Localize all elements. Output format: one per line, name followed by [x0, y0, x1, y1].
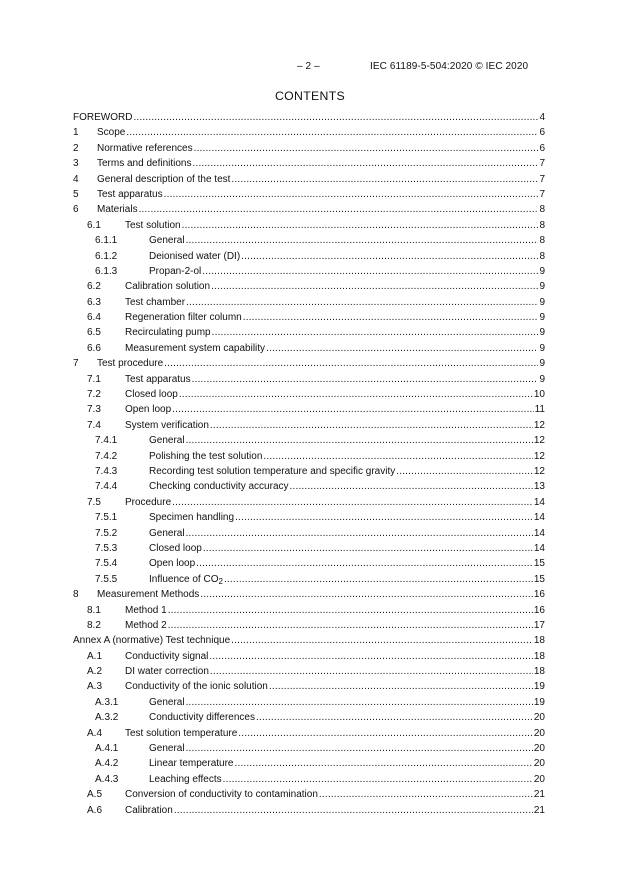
toc-entry-number: 6.3 — [87, 296, 101, 308]
toc-entry-number: 7.5.4 — [95, 558, 118, 570]
toc-entry[interactable] — [73, 466, 545, 481]
toc-entry-title: System verification — [125, 419, 209, 431]
toc-entry[interactable] — [73, 620, 545, 635]
toc-entry-number: 6.1.3 — [95, 265, 118, 277]
toc-entry-page: 13 — [533, 481, 545, 493]
toc-entry-number: A.6 — [87, 804, 103, 816]
toc-entry-page: 20 — [533, 712, 545, 724]
toc-entry[interactable] — [73, 389, 545, 404]
toc-entry-title: Influence of $CO_2$ — [149, 573, 223, 586]
toc-leader-dots — [290, 481, 533, 492]
toc-entry[interactable] — [73, 558, 545, 573]
toc-entry-number: A.1 — [87, 650, 103, 662]
toc-leader-dots — [224, 574, 533, 585]
table-of-contents — [73, 112, 545, 820]
toc-entry-page: 18 — [533, 666, 545, 678]
toc-entry-title: Recording test solution temperature and specific gravity — [149, 465, 396, 477]
toc-leader-dots — [179, 389, 533, 400]
toc-leader-dots — [174, 805, 533, 816]
toc-entry-page: 7 — [539, 173, 545, 185]
toc-entry-page: 8 — [539, 250, 545, 262]
toc-entry-page: 14 — [533, 542, 545, 554]
toc-entry-number: 7.5.2 — [95, 527, 118, 539]
toc-entry-page: 6 — [539, 142, 545, 154]
toc-entry-title: Regeneration filter column — [125, 312, 242, 324]
toc-entry-subscript: 2 — [218, 576, 223, 586]
toc-entry-number: A.3 — [87, 681, 103, 693]
toc-entry-number: 7.4.1 — [95, 435, 118, 447]
toc-entry-title: Materials — [97, 204, 138, 216]
toc-leader-dots — [269, 681, 533, 692]
toc-entry-title: Recirculating pump — [125, 327, 211, 339]
toc-entry-title: Propan-2-ol — [149, 265, 202, 277]
toc-entry[interactable] — [73, 251, 545, 266]
toc-entry[interactable] — [73, 728, 545, 743]
toc-entry-number: 8.2 — [87, 619, 101, 631]
toc-entry[interactable] — [73, 543, 545, 558]
toc-leader-dots — [231, 635, 533, 646]
toc-entry-title: Terms and definitions — [97, 158, 192, 170]
toc-entry-number: 1 — [73, 127, 79, 139]
toc-entry[interactable] — [73, 743, 545, 758]
toc-entry-title: Conductivity differences — [149, 712, 255, 724]
toc-leader-dots — [210, 666, 533, 677]
toc-entry[interactable] — [73, 805, 545, 820]
toc-entry[interactable] — [73, 158, 545, 173]
toc-entry-page: 21 — [533, 789, 545, 801]
toc-entry-page: 9 — [539, 342, 545, 354]
toc-entry-number: 7 — [73, 358, 79, 370]
toc-entry-page: 16 — [533, 604, 545, 616]
toc-entry[interactable] — [73, 266, 545, 281]
toc-leader-dots — [210, 420, 533, 431]
toc-entry-title: General — [149, 235, 185, 247]
toc-leader-dots — [202, 266, 538, 277]
toc-entry-title: Open loop — [149, 558, 196, 570]
toc-leader-dots — [172, 404, 533, 415]
toc-entry-page: 19 — [533, 696, 545, 708]
toc-entry-number: 7.4 — [87, 419, 101, 431]
toc-entry[interactable] — [73, 651, 545, 666]
toc-entry-page: 15 — [533, 573, 545, 585]
toc-entry-number: 7.5 — [87, 496, 101, 508]
toc-entry[interactable] — [73, 281, 545, 296]
toc-leader-dots — [186, 697, 533, 708]
toc-entry-page: 12 — [533, 435, 545, 447]
toc-entry-title: Annex A (normative) Test technique — [73, 635, 231, 647]
toc-entry[interactable] — [73, 174, 545, 189]
toc-entry-number: 7.4.3 — [95, 465, 118, 477]
toc-entry[interactable] — [73, 589, 545, 604]
toc-entry-number: 7.5.1 — [95, 512, 118, 524]
toc-entry[interactable] — [73, 758, 545, 773]
toc-entry-number: A.3.1 — [95, 696, 119, 708]
toc-leader-dots — [203, 543, 533, 554]
toc-entry-number: 8 — [73, 589, 79, 601]
toc-entry[interactable] — [73, 574, 545, 589]
toc-entry-number: A.4.2 — [95, 758, 119, 770]
toc-entry-number: 6.6 — [87, 342, 101, 354]
toc-entry[interactable] — [73, 127, 545, 142]
toc-entry-number: 6.1 — [87, 219, 101, 231]
toc-entry-title: Closed loop — [149, 542, 202, 554]
toc-entry-number: 2 — [73, 142, 79, 154]
toc-entry-number: 4 — [73, 173, 79, 185]
toc-leader-dots — [164, 189, 539, 200]
toc-entry-title: Method 1 — [125, 604, 167, 616]
toc-entry-title: Method 2 — [125, 619, 167, 631]
toc-entry-number: A.4.3 — [95, 773, 119, 785]
toc-leader-dots — [256, 712, 533, 723]
toc-entry-page: 9 — [539, 265, 545, 277]
toc-entry-page: 7 — [539, 188, 545, 200]
toc-leader-dots — [231, 174, 538, 185]
toc-entry-title: General description of the test — [97, 173, 231, 185]
toc-entry-page: 20 — [533, 727, 545, 739]
toc-entry[interactable] — [73, 635, 545, 650]
toc-entry-page: 10 — [533, 389, 545, 401]
toc-entry-page: 15 — [533, 558, 545, 570]
toc-entry[interactable] — [73, 666, 545, 681]
toc-entry-title: Open loop — [125, 404, 172, 416]
toc-entry-page: 14 — [533, 527, 545, 539]
toc-entry-page: 9 — [539, 358, 545, 370]
toc-leader-dots — [164, 358, 538, 369]
toc-entry-page: 8 — [539, 219, 545, 231]
toc-entry-number: A.5 — [87, 789, 103, 801]
toc-entry-number: 7.2 — [87, 389, 101, 401]
toc-entry-page: 18 — [533, 650, 545, 662]
toc-entry-title: Conversion of conductivity to contamination — [125, 789, 318, 801]
toc-leader-dots — [186, 743, 533, 754]
toc-entry-number: 6 — [73, 204, 79, 216]
toc-leader-dots — [235, 512, 533, 523]
toc-entry-number: 7.4.4 — [95, 481, 118, 493]
toc-entry-page: 12 — [533, 450, 545, 462]
toc-entry[interactable] — [73, 189, 545, 204]
toc-leader-dots — [266, 343, 538, 354]
toc-entry-title: Procedure — [125, 496, 172, 508]
toc-entry[interactable] — [73, 481, 545, 496]
toc-entry-title: Test chamber — [125, 296, 186, 308]
toc-entry-page: 17 — [533, 619, 545, 631]
toc-entry-page: 9 — [539, 327, 545, 339]
toc-entry-page: 21 — [533, 804, 545, 816]
toc-entry-page: 12 — [533, 419, 545, 431]
toc-entry[interactable] — [73, 774, 545, 789]
toc-entry-number: 6.5 — [87, 327, 101, 339]
toc-entry-number: A.2 — [87, 666, 103, 678]
page-number: – 2 – — [297, 61, 320, 72]
toc-entry[interactable] — [73, 204, 545, 219]
toc-entry-title: Test solution — [125, 219, 181, 231]
toc-leader-dots — [223, 774, 533, 785]
toc-leader-dots — [168, 620, 533, 631]
toc-entry-number: 5 — [73, 188, 79, 200]
toc-entry-title: Measurement system capability — [125, 342, 266, 354]
toc-entry-number: 7.1 — [87, 373, 101, 385]
toc-entry[interactable] — [73, 297, 545, 312]
toc-entry-title: Specimen handling — [149, 512, 235, 524]
toc-entry-number: A.4 — [87, 727, 103, 739]
toc-leader-dots — [186, 528, 533, 539]
toc-leader-dots — [211, 281, 538, 292]
toc-entry-title: General — [149, 696, 185, 708]
toc-leader-dots — [235, 758, 533, 769]
toc-leader-dots — [168, 605, 533, 616]
toc-entry[interactable] — [73, 697, 545, 712]
toc-entry[interactable] — [73, 358, 545, 373]
toc-entry-title: Conductivity signal — [125, 650, 209, 662]
toc-entry[interactable] — [73, 497, 545, 512]
toc-leader-dots — [209, 651, 533, 662]
toc-entry-title: Checking conductivity accuracy — [149, 481, 289, 493]
toc-entry[interactable] — [73, 789, 545, 804]
page-title: CONTENTS — [274, 89, 346, 103]
toc-entry-title: General — [149, 743, 185, 755]
toc-leader-dots — [196, 558, 533, 569]
toc-leader-dots — [186, 235, 539, 246]
toc-entry[interactable] — [73, 235, 545, 250]
toc-entry-page: 9 — [539, 312, 545, 324]
toc-entry-page: 9 — [539, 296, 545, 308]
toc-entry[interactable] — [73, 143, 545, 158]
toc-entry-number: 7.5.5 — [95, 573, 118, 585]
toc-leader-dots — [200, 589, 533, 600]
toc-entry-title: FOREWORD — [73, 112, 133, 123]
toc-leader-dots — [182, 220, 539, 231]
toc-entry-page: 6 — [539, 127, 545, 139]
toc-entry-number: A.3.2 — [95, 712, 119, 724]
toc-entry-number: 6.1.1 — [95, 235, 118, 247]
toc-leader-dots — [193, 158, 539, 169]
toc-entry[interactable] — [73, 712, 545, 727]
toc-entry[interactable] — [73, 343, 545, 358]
toc-entry[interactable] — [73, 312, 545, 327]
toc-entry-number: 7.4.2 — [95, 450, 118, 462]
toc-leader-dots — [396, 466, 533, 477]
toc-entry-title: Leaching effects — [149, 773, 222, 785]
toc-entry-number: 3 — [73, 158, 79, 170]
toc-entry-title: Test solution temperature — [125, 727, 238, 739]
toc-entry-title: General — [149, 527, 185, 539]
toc-entry-page: 9 — [539, 373, 545, 385]
toc-leader-dots — [192, 374, 539, 385]
toc-entry-title: Polishing the test solution — [149, 450, 263, 462]
toc-entry-page: 14 — [533, 512, 545, 524]
toc-entry-number: A.4.1 — [95, 743, 119, 755]
toc-entry[interactable] — [73, 374, 545, 389]
toc-entry[interactable] — [73, 420, 545, 435]
toc-entry-page: 11 — [534, 404, 545, 416]
toc-entry-page: 20 — [533, 758, 545, 770]
toc-leader-dots — [186, 297, 538, 308]
toc-entry-title: Deionised water (DI) — [149, 250, 241, 262]
toc-entry-title: Measurement Methods — [97, 589, 200, 601]
toc-entry-page: 7 — [539, 158, 545, 170]
toc-leader-dots — [194, 143, 539, 154]
toc-entry-number: 7.3 — [87, 404, 101, 416]
toc-entry-page: 18 — [533, 635, 545, 647]
toc-entry[interactable] — [73, 681, 545, 696]
toc-entry-number: 6.1.2 — [95, 250, 118, 262]
toc-leader-dots — [186, 435, 533, 446]
toc-entry[interactable] — [73, 451, 545, 466]
toc-entry-title: General — [149, 435, 185, 447]
toc-leader-dots — [139, 204, 539, 215]
toc-entry-title: Normative references — [97, 142, 193, 154]
toc-entry[interactable] — [73, 512, 545, 527]
toc-entry-number: 8.1 — [87, 604, 101, 616]
toc-entry-title: Scope — [97, 127, 126, 139]
toc-entry-title: DI water correction — [125, 666, 209, 678]
toc-entry[interactable] — [73, 435, 545, 450]
toc-entry-title: Test apparatus — [125, 373, 191, 385]
toc-entry-page: 8 — [539, 204, 545, 216]
toc-leader-dots — [172, 497, 533, 508]
toc-entry-page: 12 — [533, 465, 545, 477]
toc-entry[interactable] — [73, 112, 545, 127]
toc-leader-dots — [212, 327, 539, 338]
toc-entry[interactable] — [73, 605, 545, 620]
toc-entry-title: Conductivity of the ionic solution — [125, 681, 268, 693]
toc-leader-dots — [319, 789, 533, 800]
document-id: IEC 61189-5-504:2020 © IEC 2020 — [370, 61, 529, 72]
toc-entry-title: Test procedure — [97, 358, 164, 370]
toc-entry-title: Test apparatus — [97, 188, 163, 200]
toc-entry-number: 6.2 — [87, 281, 101, 293]
toc-entry[interactable] — [73, 404, 545, 419]
toc-entry-title: Linear temperature — [149, 758, 234, 770]
toc-entry[interactable] — [73, 528, 545, 543]
toc-leader-dots — [238, 728, 533, 739]
toc-leader-dots — [133, 112, 538, 123]
toc-leader-dots — [263, 451, 532, 462]
toc-entry-page: 9 — [539, 281, 545, 293]
toc-entry-page: 19 — [533, 681, 545, 693]
toc-entry-title: Calibration — [125, 804, 173, 816]
toc-entry[interactable] — [73, 220, 545, 235]
toc-entry-number: 6.4 — [87, 312, 101, 324]
toc-entry-page: 20 — [533, 773, 545, 785]
toc-entry-page: 14 — [533, 496, 545, 508]
toc-entry-page: 4 — [539, 112, 545, 123]
toc-entry-title: Calibration solution — [125, 281, 211, 293]
toc-entry-page: 16 — [533, 589, 545, 601]
toc-leader-dots — [243, 312, 539, 323]
toc-entry-number: 7.5.3 — [95, 542, 118, 554]
toc-entry[interactable] — [73, 327, 545, 342]
toc-entry-page: 20 — [533, 743, 545, 755]
toc-entry-title: Closed loop — [125, 389, 178, 401]
toc-leader-dots — [126, 127, 538, 138]
toc-entry-page: 8 — [539, 235, 545, 247]
toc-leader-dots — [241, 251, 538, 262]
